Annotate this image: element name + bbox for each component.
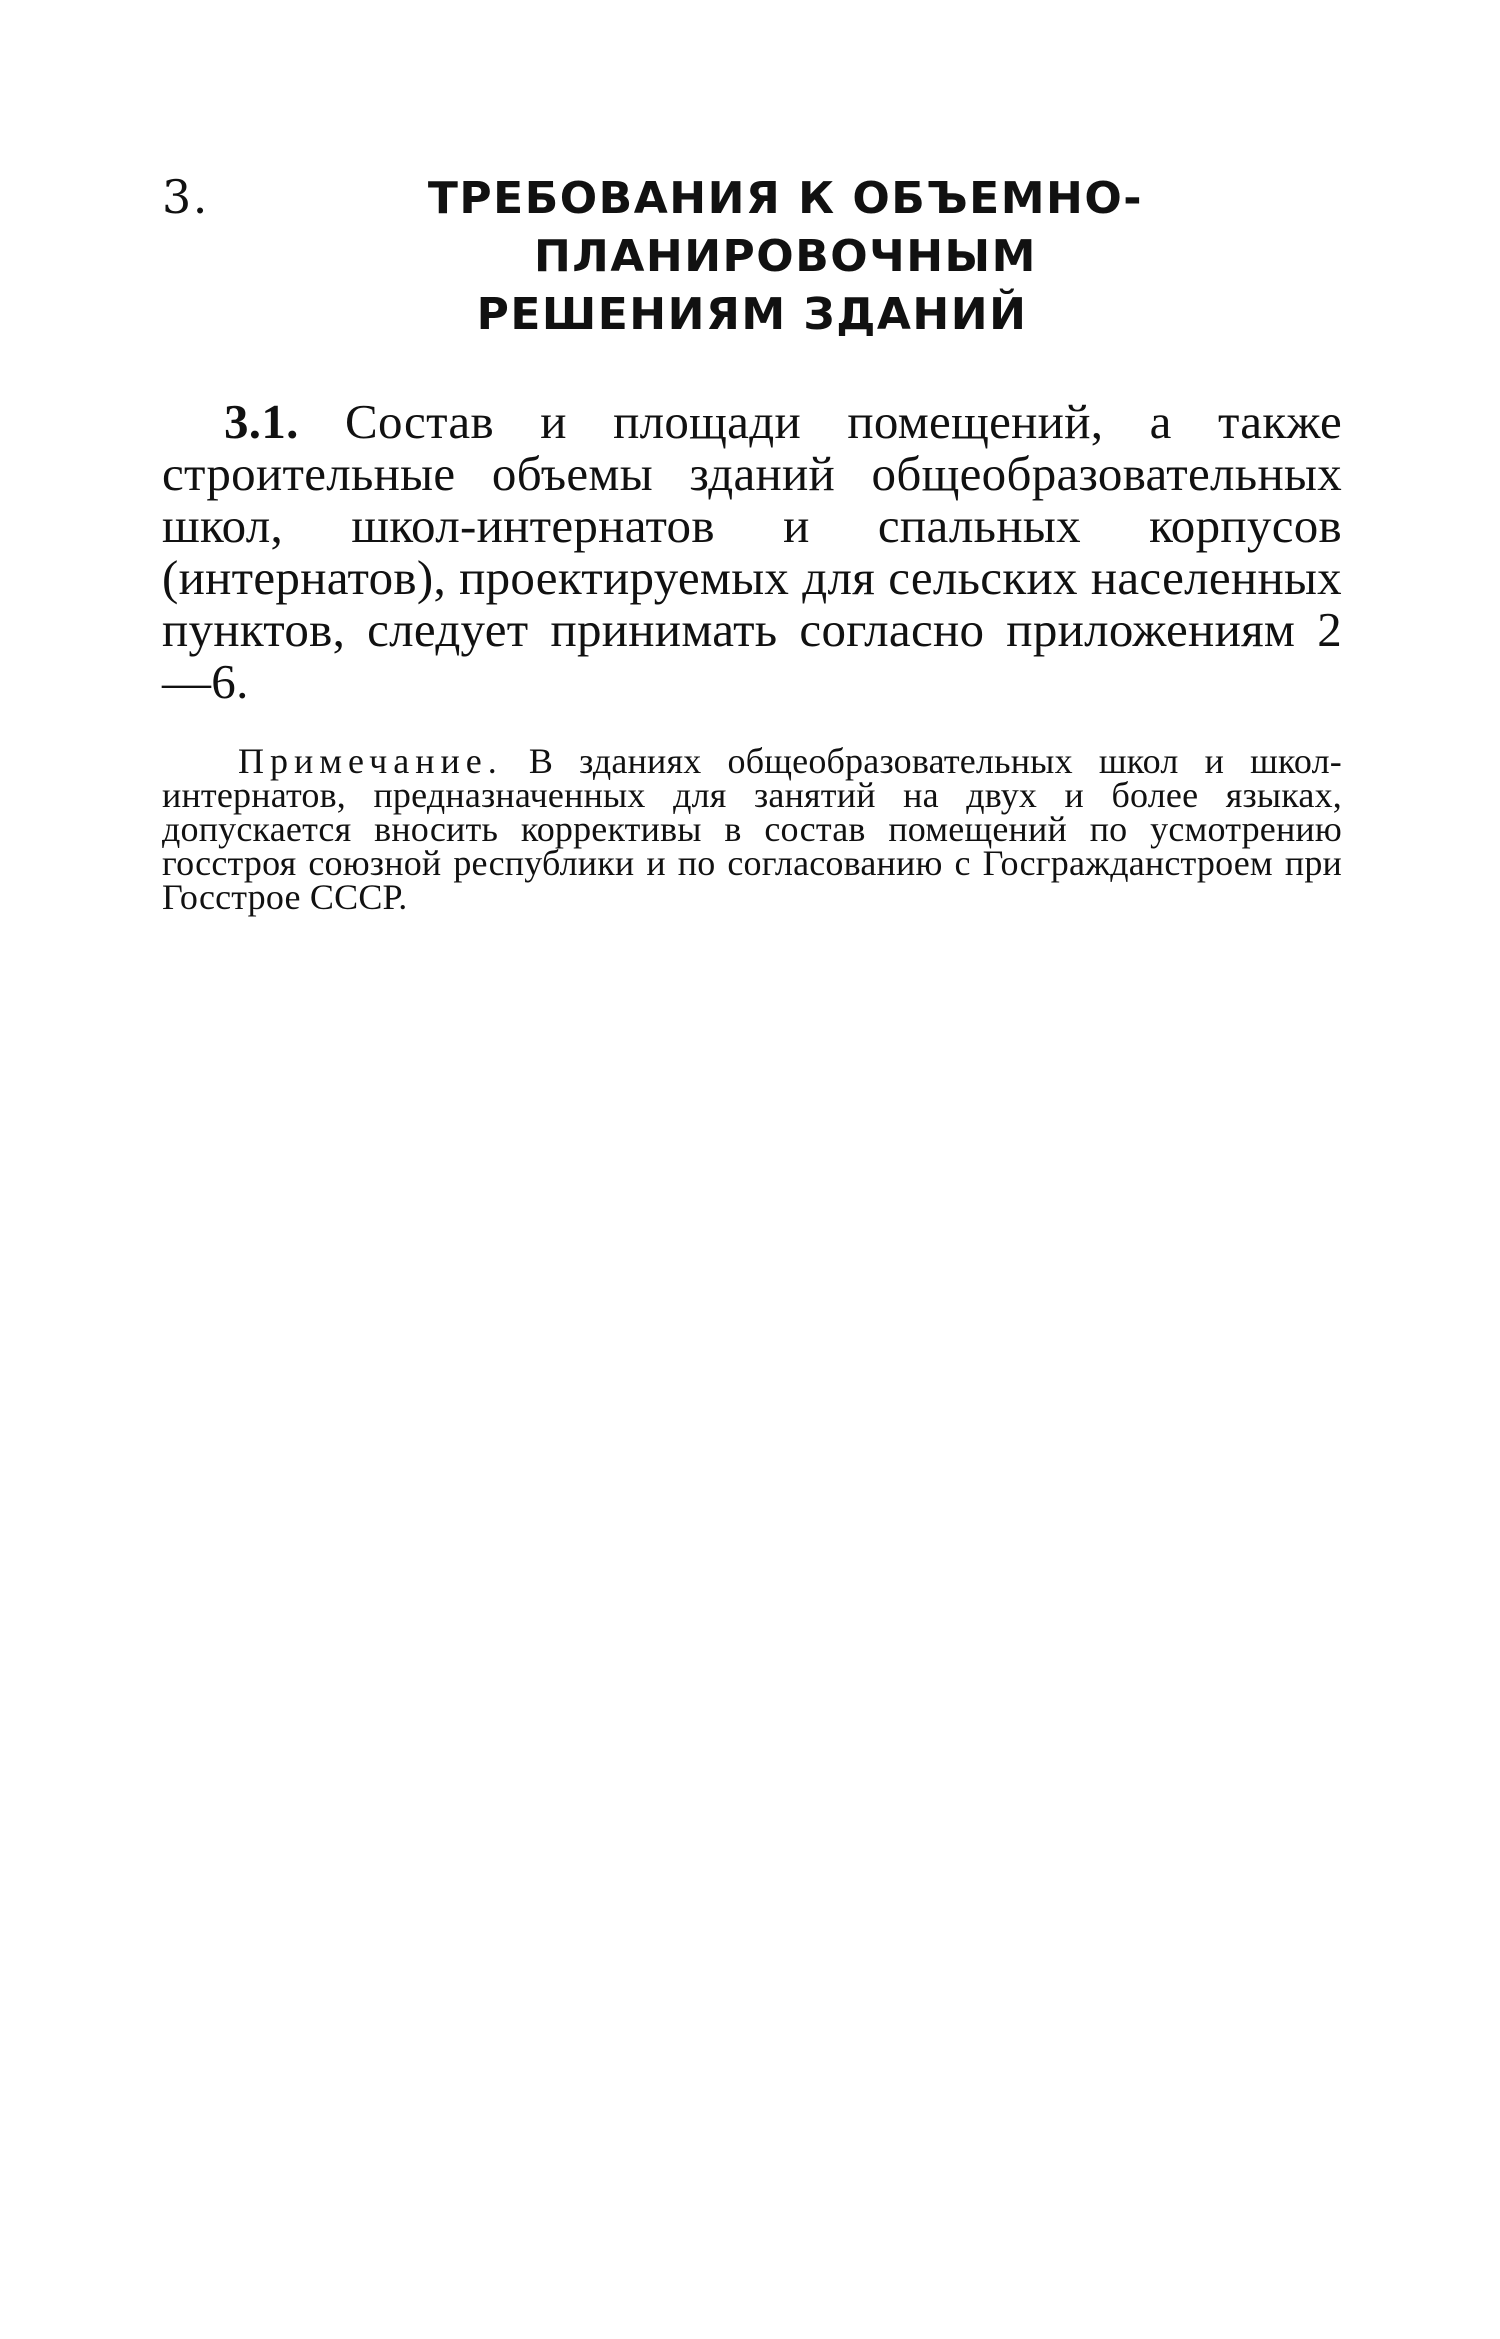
clause-text: Состав и площади помещений, а также строительные объемы зданий общеобразовательных школ, школ-интернатов и спальных корпусов (интернатов), проектируемых для сельских населенных пунктов, следует принимать согласно приложениям 2—6. bbox=[162, 394, 1342, 709]
section-heading-line-1 bbox=[162, 168, 1342, 286]
clause-number: 3.1. bbox=[224, 394, 299, 449]
clause-3-1 bbox=[162, 396, 1342, 708]
document-page bbox=[162, 168, 1342, 917]
note-text: В зданиях общеобразовательных школ и школ-интернатов, предназначенных для занятий на двух и более языках, допускается вносить коррективы в состав помещений по усмотрению госстроя союзной республики и по согласованию с Госгражданстроем при Госстрое СССР. bbox=[162, 741, 1342, 917]
section-title-line-1: ТРЕБОВАНИЯ К ОБЪЕМНО-ПЛАНИРОВОЧНЫМ bbox=[427, 173, 1143, 282]
note bbox=[162, 741, 1342, 917]
section-heading bbox=[162, 168, 1342, 344]
section-title-line-2: РЕШЕНИЯМ ЗДАНИЙ bbox=[476, 289, 1028, 340]
section-number: 3. bbox=[162, 170, 209, 224]
note-label: Примечание. bbox=[238, 741, 503, 781]
